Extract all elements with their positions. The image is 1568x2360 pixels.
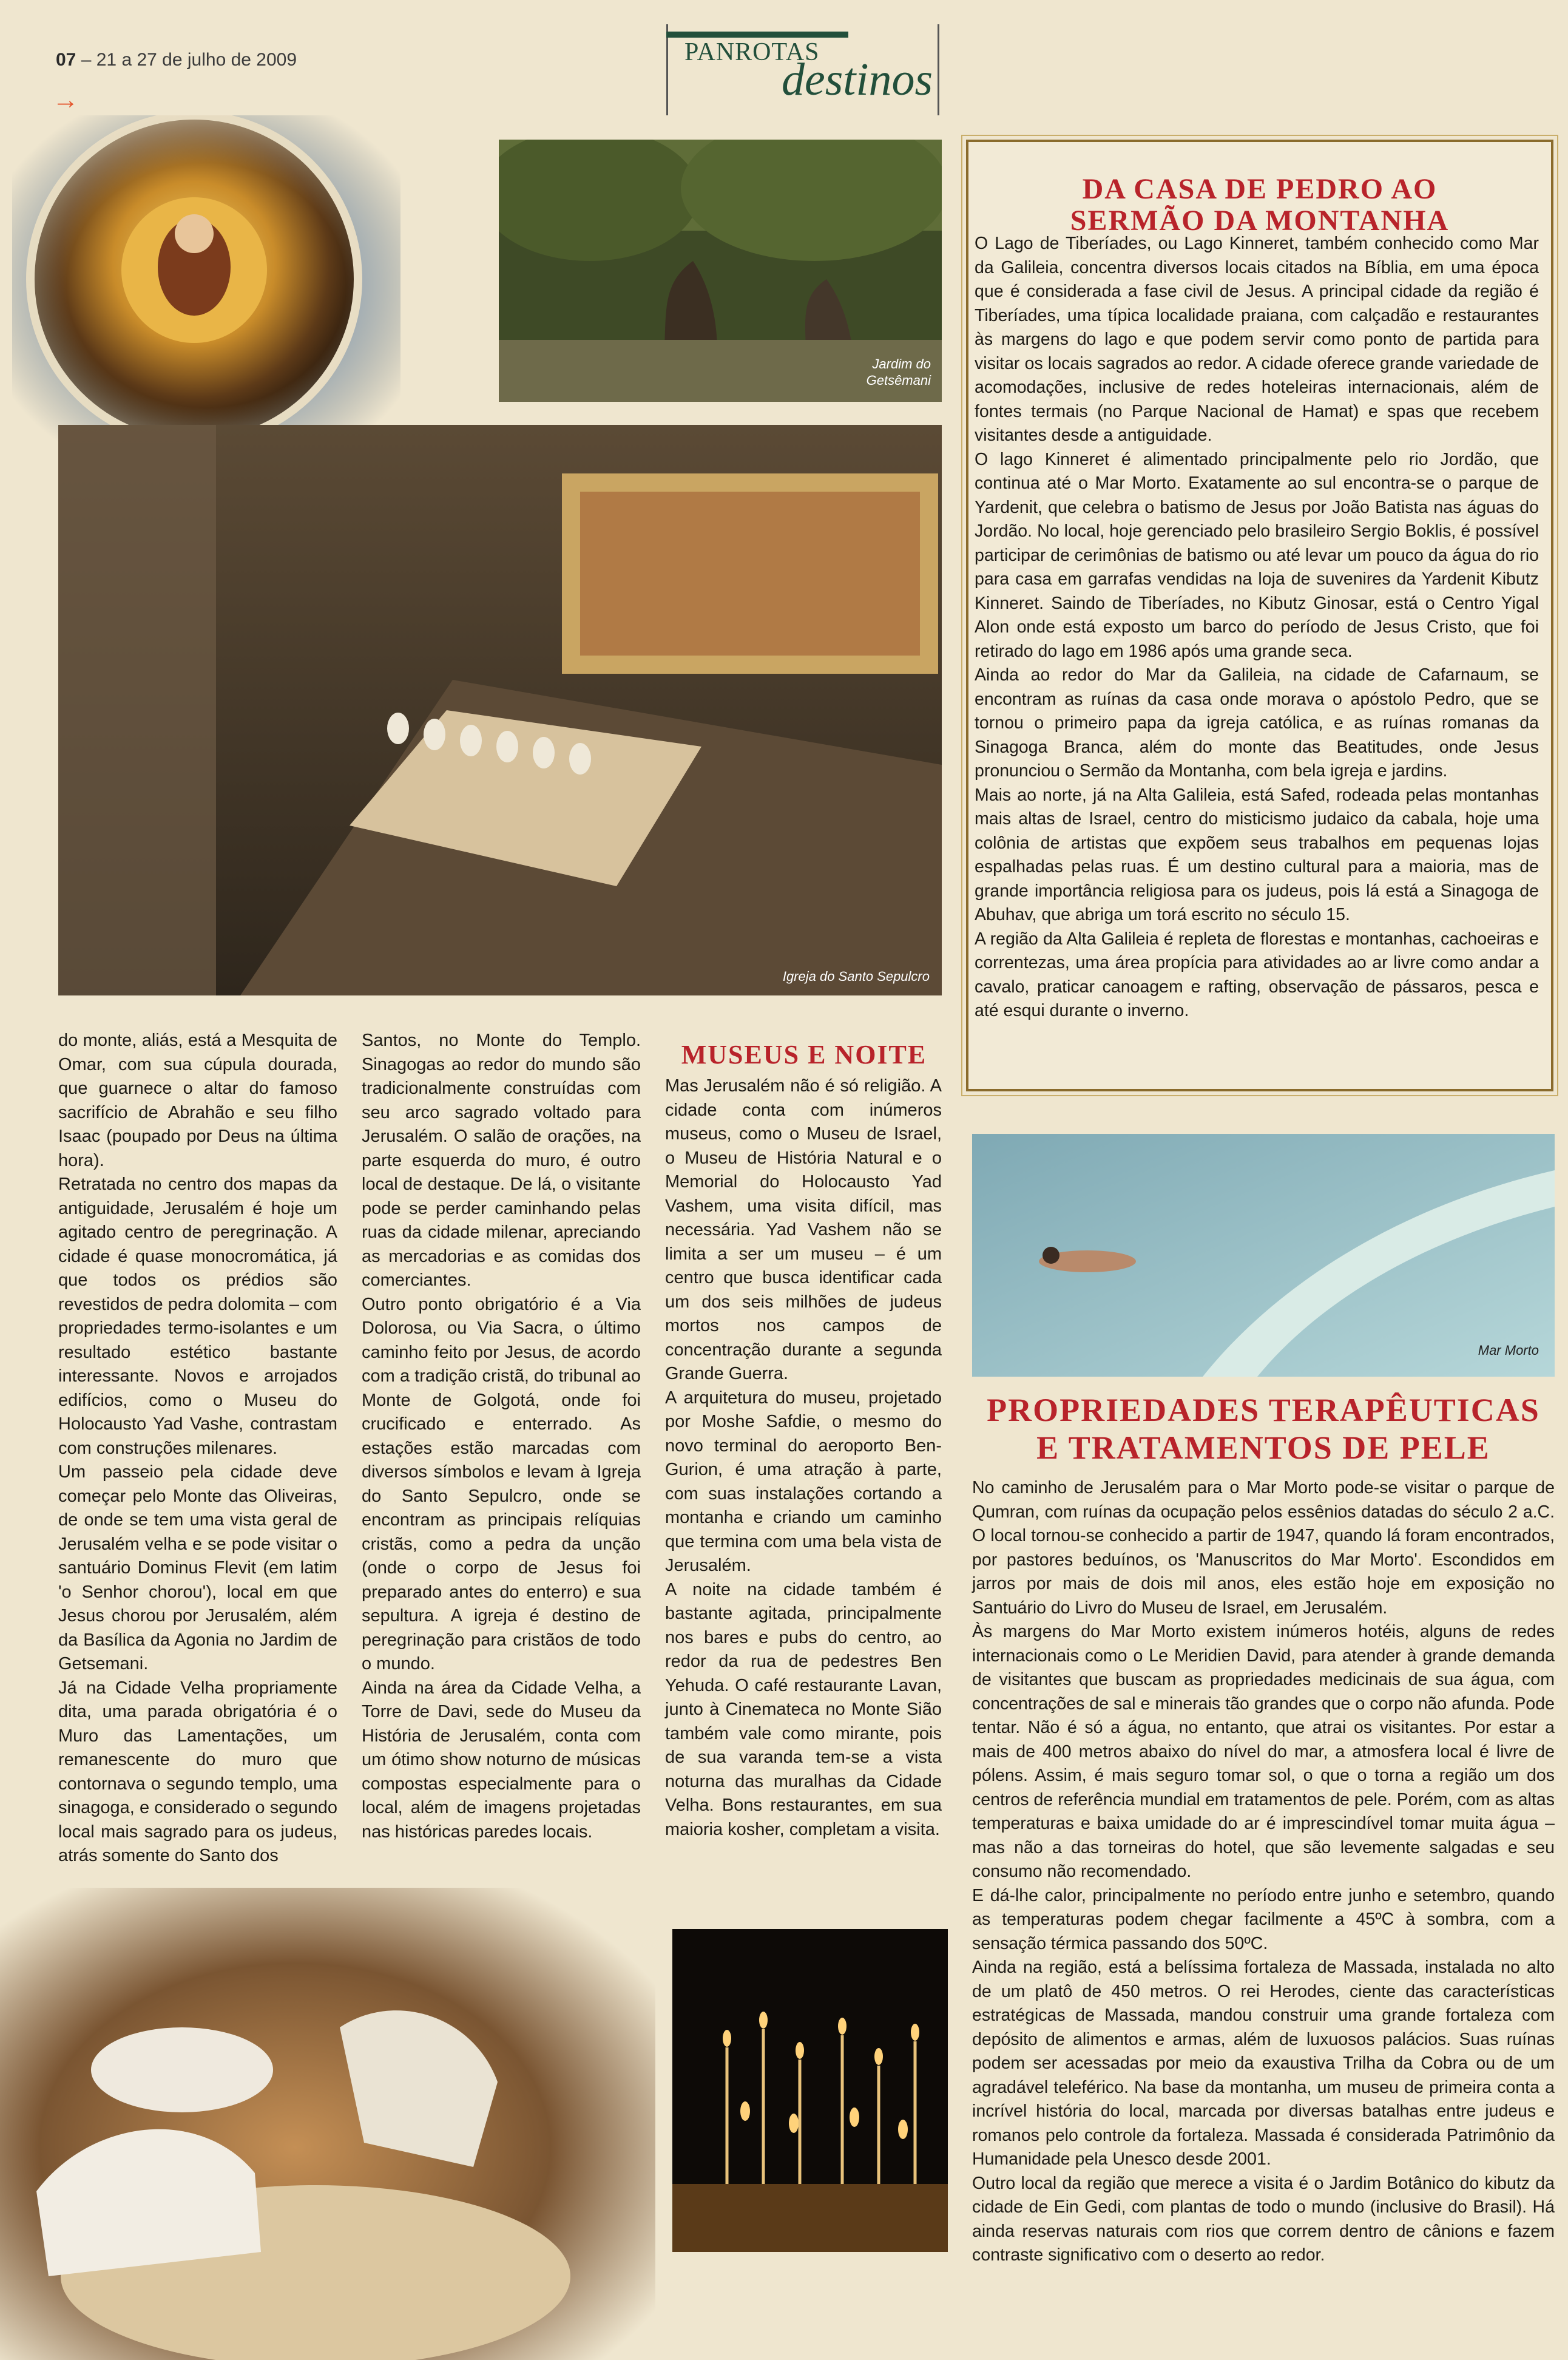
paragraph: Outro local da região que merece a visita é o Jardim Botânico do kibutz da cidade de Ein Gedi, com plantas de todo o mundo (inclusive do Brasil). Há ainda reservas naturais com rios que correm dentro de cânions e fazem contraste significativo com o deserto ao redor. <box>972 2173 1555 2265</box>
box-title <box>968 174 1551 237</box>
caption-sepulchre: Igreja do Santo Sepulcro <box>782 968 930 984</box>
section-name: destinos <box>782 54 933 105</box>
paragraph: E dá-lhe calor, principalmente no período entre junho e setembro, quando as temperaturas podem chegar facilmente a 45ºC à sombra, com a sensação térmica passando dos 50ºC. <box>972 1885 1555 1953</box>
caption-gethsemane: Jardim do Getsêmani <box>866 356 931 388</box>
paragraph: do monte, aliás, está a Mesquita de Omar, com sua cúpula dourada, que guarnece o altar do famoso sacrifício de Abrahão e seu filho Isaac (poupado por Deus na última hora). <box>58 1031 337 1170</box>
propriedades-title-line2: E TRATAMENTOS DE PELE <box>1036 1429 1490 1466</box>
left-column <box>58 1029 337 1868</box>
middle-column <box>362 1029 641 1844</box>
pilgrims-photo <box>0 1888 655 2360</box>
paragraph: A arquitetura do museu, projetado por Moshe Safdie, o mesmo do novo terminal do aeroporto Ben-Gurion, é uma atração à parte, com suas instalações cortando a montanha e criando um caminho que termina com uma bela vista de Jerusalém. <box>665 1388 942 1575</box>
paragraph: Ainda na região, está a belíssima fortaleza de Massada, instalada no alto de um platô de 450 metros. O rei Herodes, ciente das características estratégicas de Massada, mandou construir uma grande fortaleza com depósito de alimentos e armas, além de luxuosos palácios. Suas ruínas podem ser acessadas por meio da exaustiva Trilha da Cobra ou de um agradável teleférico. Na base da montanha, um museu de primeira conta a incrível história do local, marcada por diversas batalhas entre judeus e romanos pelo controle da fortaleza. Massada é considerada Patrimônio da Humanidade pela Unesco desde 2001. <box>972 1958 1555 2169</box>
paragraph: O lago Kinneret é alimentado principalmente pelo rio Jordão, que continua até o Mar Morto. Exatamente ao sul encontra-se o parque de Yardenit, que celebra o batismo de Jesus por João Batista nas águas do Jordão. No local, hoje gerenciado pelo brasileiro Sergio Boklis, é possível participar de cerimônias de batismo ou até levar um pouco da água do rio para casa em garrafas vendidas na loja de suvenires da Yardenit Kibutz Kinneret. Saindo de Tiberíades, no Kibutz Ginosar, está o Centro Yigal Alon onde está exposto um barco do período de Jesus Cristo, que foi retirado do lago em 1986 após uma grande seca. <box>975 449 1539 661</box>
gethsemane-photo <box>499 140 942 402</box>
paragraph: Mais ao norte, já na Alta Galileia, está Safed, rodeada pelas montanhas mais altas de Israel, centro do misticismo judaico da cabala, hoje uma colônia de artistas que expõem seus trabalhos em pequenas lojas espalhadas pelas ruas. É um destino cultural para a maioria, mas de grande importância religiosa para os judeus, pois lá está a Sinagoga de Abuhav, que abriga um torá escrito no século 15. <box>975 785 1539 924</box>
box-title-line2: SERMÃO DA MONTANHA <box>1070 205 1450 237</box>
sepulchre-photo <box>58 425 942 995</box>
candles-photo <box>672 1929 948 2252</box>
issue-date: 21 a 27 de julho de 2009 <box>96 50 297 70</box>
arrow-right-icon: → <box>52 85 79 115</box>
paragraph: O Lago de Tiberíades, ou Lago Kinneret, também conhecido como Mar da Galileia, concentra diversos locais citados na Bíblia, em uma época que é considerada a fase civil de Jesus. A principal cidade da região é Tiberíades, uma típica localidade praiana, com calçadão e restaurantes às margens do lago e que podem servir como ponto de partida para visitar os locais sagrados ao redor. A cidade oferece grande variedade de acomodações, inclusive de redes hoteleiras internacionais, além de fontes termais (no Parque Nacional de Hamat) e spas que recebem visitantes desde a antiguidade. <box>975 234 1539 445</box>
brand-logo <box>666 24 939 105</box>
propriedades-column <box>972 1476 1555 2268</box>
paragraph: Mas Jerusalém não é só religião. A cidade conta com inúmeros museus, como o Museu de Israel, o Museu de História Natural e o Memorial do Holocausto Yad Vashem, uma visita difícil, mas necessária. Yad Vashem não se limita a ser um museu – é um centro que busca identificar cada um dos seis milhões de judeus mortos nos campos de concentração durante a segunda Grande Guerra. <box>665 1076 942 1383</box>
paragraph: Santos, no Monte do Templo. Sinagogas ao redor do mundo são tradicionalmente construídas com seu arco sagrado voltado para Jerusalém. O salão de orações, na parte esquerda do muro, é outro local de destaque. De lá, o visitante pode se perder caminhando pelas ruas da cidade milenar, apreciando as mercadorias e as comidas dos comerciantes. <box>362 1031 641 1290</box>
museus-title: MUSEUS E NOITE <box>681 1040 927 1070</box>
dead-sea-photo <box>972 1134 1555 1377</box>
box-text <box>975 232 1539 1023</box>
paragraph: Um passeio pela cidade deve começar pelo Monte das Oliveiras, de onde se tem uma vista geral de Jerusalém velha e se pode visitar o santuário Dominus Flevit (em latim 'o Senhor chorou'), local em que Jesus chorou por Jerusalém, além da Basílica da Agonia no Jardim de Getsemani. <box>58 1462 337 1673</box>
dome-photo <box>12 115 400 455</box>
caption-dead-sea: Mar Morto <box>1478 1342 1539 1358</box>
paragraph: No caminho de Jerusalém para o Mar Morto pode-se visitar o parque de Qumran, com ruínas da ocupação pelos essênios datadas do século 2 a.C. O local tornou-se conhecido a partir de 1947, quando lá foram encontrados, por pastores beduínos, os 'Manuscritos do Mar Morto'. Escondidos em jarros por mais de dois mil anos, eles estão hoje em exposição no Santuário do Livro do Museu de Israel, em Jerusalém. <box>972 1478 1555 1618</box>
propriedades-title <box>966 1391 1561 1467</box>
box-title-line1: DA CASA DE PEDRO AO <box>1082 173 1438 205</box>
paragraph: Ainda ao redor do Mar da Galileia, na cidade de Cafarnaum, se encontram as ruínas da casa onde morava o apóstolo Pedro, que se tornou o primeiro papa da igreja católica, e as ruínas romanas da Sinagoga Branca, além do monte das Beatitudes, onde Jesus pronunciou o Sermão da Montanha, com bela igreja e jardins. <box>975 665 1539 781</box>
paragraph: A região da Alta Galileia é repleta de florestas e montanhas, cachoeiras e correntezas, uma área propícia para atividades ao ar livre como andar a cavalo, praticar canoagem e rafting, observação de pássaros, pesca e até esqui durante o inverno. <box>975 929 1539 1020</box>
paragraph: Às margens do Mar Morto existem inúmeros hotéis, alguns de redes internacionais como o Le Meridien David, para atender à grande demanda de visitantes que buscam as propriedades medicinais de sua água, com concentrações de sal e minerais tão grandes que o corpo não afunda. Pode tentar. Não é só a água, no entanto, que atrai os visitantes. Por estar a mais de 400 metros abaixo do nível do mar, a atmosfera local é livre de pólens. Assim, é mais seguro tomar sol, o que o torna a região um dos centros de referência mundial em tratamentos de pele. Porém, com as altas temperaturas e baixa umidade do ar é imprescindível tomar muita água – mas não a das torneiras do hotel, que são levemente salgadas e seu consumo não recomendado. <box>972 1622 1555 1881</box>
paragraph: Ainda na área da Cidade Velha, a Torre de Davi, sede do Museu da História de Jerusalém, conta com um ótimo show noturno de músicas compostas especialmente para o local, além de imagens projetadas nas históricas paredes locais. <box>362 1678 641 1842</box>
sidebar-box <box>966 140 1553 1091</box>
paragraph: Já na Cidade Velha propriamente dita, uma parada obrigatória é o Muro das Lamentações, um remanescente do muro que contornava o segundo templo, uma sinagoga, e considerado o segundo local mais sagrado para os judeus, atrás somente do Santo dos <box>58 1678 337 1865</box>
paragraph: A noite na cidade também é bastante agitada, principalmente nos bares e pubs do centro, ao redor da rua de pedestres Ben Yehuda. O café restaurante Lavan, junto à Cinemateca no Monte Sião também vale como mirante, pois de sua varanda tem-se a vista noturna das muralhas da Cidade Velha. Bons restaurantes, em sua maioria kosher, completam a visita. <box>665 1579 942 1839</box>
paragraph: Outro ponto obrigatório é a Via Dolorosa, ou Via Sacra, o último caminho feito por Jesus, de acordo com a tradição cristã, do tribunal ao Monte de Golgotá, onde foi crucificado e enterrado. As estações estão marcadas com diversos símbolos e levam à Igreja do Santo Sepulcro, onde se encontram as principais relíquias cristãs, como a pedra da unção (onde o corpo de Jesus foi preparado antes do enterro) e sua sepultura. A igreja é destino de peregrinação para cristãos de todo o mundo. <box>362 1294 641 1673</box>
museus-column <box>665 1074 942 1842</box>
page-number: 07 <box>56 50 76 70</box>
paragraph: Retratada no centro dos mapas da antiguidade, Jerusalém é hoje um agitado centro de peregrinação. A cidade é quase monocromática, já que todos os prédios são revestidos de pedra dolomita – com propriedades termo-isolantes e um resultado estético bastante interessante. Novos e arrojados edifícios, como o Museu do Holocausto Yad Vashe, contrastam com construções milenares. <box>58 1175 337 1458</box>
page-date: 07 – 21 a 27 de julho de 2009 <box>56 50 297 70</box>
brand-name: PANROTAS <box>684 38 820 66</box>
propriedades-title-line1: PROPRIEDADES TERAPÊUTICAS <box>987 1392 1540 1428</box>
